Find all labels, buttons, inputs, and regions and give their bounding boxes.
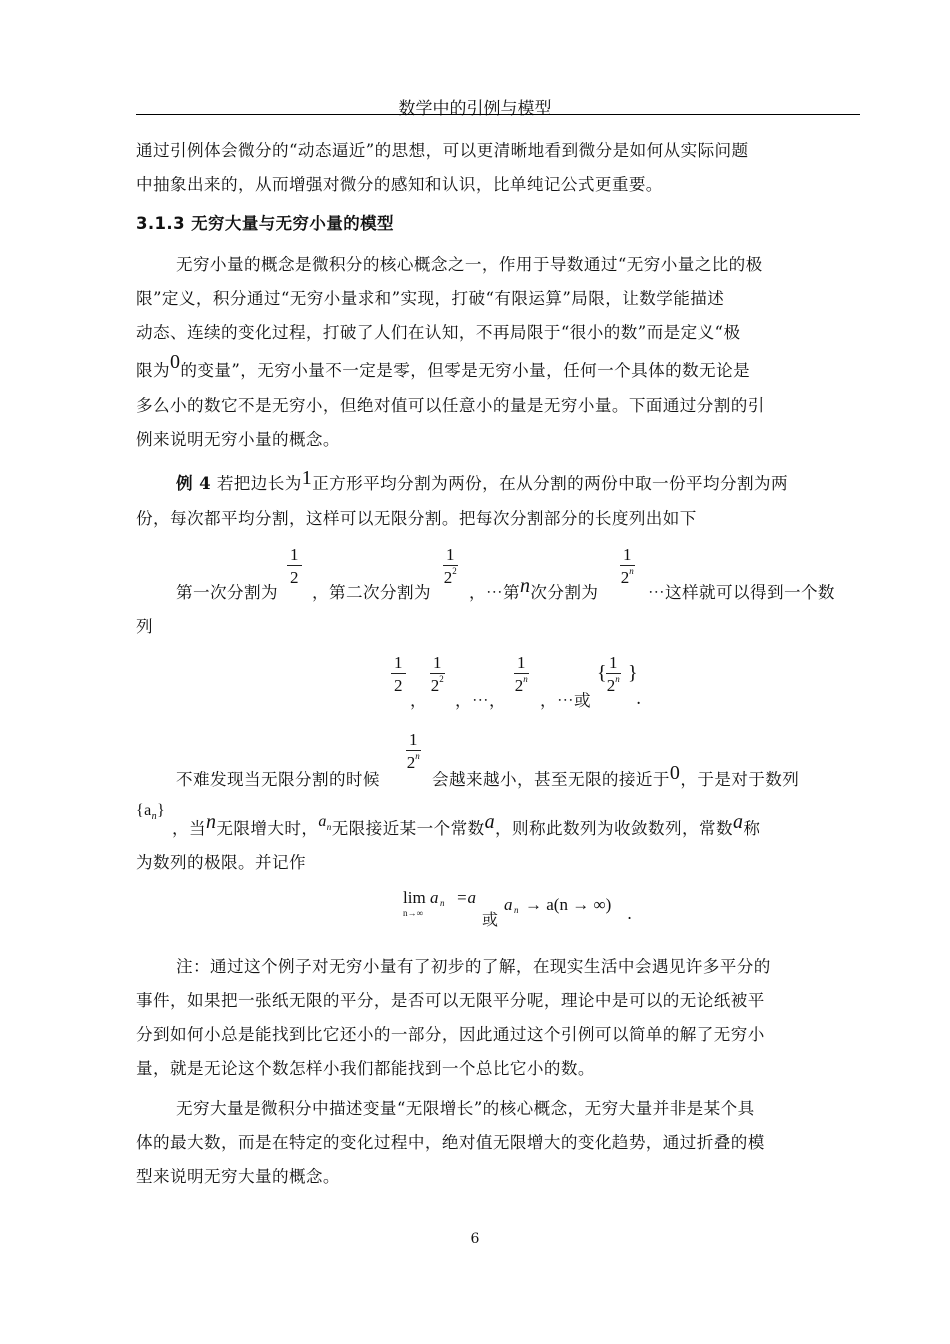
seq-term-2: 1 $2^2$ (430, 653, 444, 695)
n-symbol: n (519, 575, 531, 597)
formula-end: . (627, 904, 633, 923)
example-4-line-3c (469, 575, 599, 604)
limit-text-2e: 称 (743, 819, 761, 838)
one-symbol: 1 (301, 467, 313, 489)
infinitesimal-line-5: 多么小的数它不是无穷小，但绝对值可以任意小的量是无穷小量。下面通过分割的引 (136, 396, 765, 415)
seq-sep-2: ，⋯， (455, 691, 506, 710)
equals-a: =a (456, 888, 476, 907)
infinitesimal-line-2: 限”定义，积分通过“无穷小量求和”实现，打破“有限运算”局限，让数学能描述 (136, 289, 725, 308)
infinitesimal-line-4a: 限为 (136, 361, 170, 380)
example-4-line-2: 份，每次都平均分割，这样可以无限分割。把每次分割部分的长度列出如下 (136, 509, 697, 528)
an-base: a (318, 813, 327, 830)
sequence-a-n (136, 802, 165, 822)
limit-text-b: 会越来越小，甚至无限的接近于 (432, 770, 670, 789)
running-header: 数学中的引例与模型 (398, 99, 552, 119)
convergence-arrow: → a(n → ∞) (525, 895, 612, 914)
intro-line-1: 通过引例体会微分的“动态逼近”的思想，可以更清晰地看到微分是如何从实际问题 (136, 141, 749, 160)
example-4-line-1 (176, 467, 789, 495)
page-number: 6 (470, 1231, 480, 1247)
note-line-3: 分到如何小总是能找到比它还小的一部分，因此通过这个引例可以简单的解了无穷小 (136, 1025, 765, 1044)
infinite-line-1: 无穷大量是微积分中描述变量“无限增长”的核心概念，无穷大量并非是某个具 (176, 1099, 755, 1118)
zero-symbol-2: 0 (669, 762, 681, 784)
limit-text-2d: ，则称此数列为收敛数列，常数 (495, 819, 733, 838)
limit-formula (403, 884, 643, 934)
note-line-2: 事件，如果把一张纸无限的平分，是否可以无限平分呢，理论中是可以的无论纸被平 (136, 991, 765, 1010)
fraction-1-over-2: 1 2 (287, 546, 302, 586)
seq-sep-1: ， (410, 691, 427, 710)
limit-line-3: 为数列的极限。并记作 (136, 853, 306, 872)
limit-line-2 (172, 811, 761, 840)
a-n-lhs-sub: n (440, 898, 445, 908)
infinite-line-3: 型来说明无穷大量的概念。 (136, 1167, 340, 1186)
a-n-symbol (318, 813, 332, 833)
a-symbol: a (484, 811, 496, 833)
note-line-1: 注：通过这个例子对无穷小量有了初步的了解，在现实生活中会遇见许多平分的 (176, 957, 771, 976)
limit-text-c: ，于是对于数列 (680, 770, 800, 789)
or-word: 或 (482, 910, 499, 929)
a-n-lhs: a (430, 888, 439, 907)
example-4-text-b: 正方形平均分割为两份，在从分割的两份中取一份平均分割为两 (312, 474, 789, 493)
example-label: 例 4 (176, 473, 212, 493)
example-4-line-3a: 第一次分割为 (176, 583, 278, 602)
limit-text-2b: 无限增大时， (216, 819, 319, 838)
infinitesimal-line-1: 无穷小量的概念是微积分的核心概念之一，作用于导数通过“无穷小量之比的极 (176, 255, 763, 274)
example-4-text-c: ，⋯第 (469, 583, 520, 602)
example-4-text-a: 若把边长为 (216, 474, 302, 493)
fraction-1-over-2-to-n-inline: 1 2$^n$ (406, 730, 420, 772)
seq-set-term: 1 2$^n$ (606, 653, 620, 695)
seq-open: {a (136, 802, 152, 819)
example-4-line-3b: ，第二次分割为 (312, 583, 431, 602)
header-rule (136, 114, 860, 115)
zero-symbol: 0 (170, 351, 181, 373)
an-sub: n (326, 822, 332, 833)
limit-line-1a: 不难发现当无限分割的时候 (176, 770, 380, 789)
fraction-1-over-2-squared: 1 $2^2$ (443, 545, 457, 587)
seq-sep-3: ，⋯或 (540, 691, 591, 710)
fraction-1-over-2-to-n: 1 2$^n$ (620, 545, 634, 587)
seq-close: } (157, 802, 166, 819)
example-4-line-3e: ⋯这样就可以得到一个数 (648, 583, 835, 602)
lim-symbol: lim (403, 888, 426, 907)
infinitesimal-line-3: 动态、连续的变化过程，打破了人们在认知，不再局限于“很小的数”而是定义“极 (136, 323, 741, 342)
brace-open: { (597, 662, 607, 684)
infinitesimal-line-4 (136, 351, 751, 382)
seq-end: . (636, 689, 642, 708)
infinitesimal-line-4b: 的变量”，无穷小量不一定是零，但零是无穷小量，任何一个具体的数无论是 (180, 361, 751, 380)
lim-subscript: n→∞ (403, 908, 423, 918)
limit-text-2c: 无限接近某一个常数 (331, 819, 485, 838)
seq-sub: n (151, 811, 157, 823)
a-n-rhs: a (504, 895, 513, 914)
brace-close: } (628, 662, 638, 684)
example-4-line-4: 列 (136, 617, 153, 636)
n-symbol-2: n (206, 811, 217, 833)
infinite-line-2: 体的最大数，而是在特定的变化过程中，绝对值无限增大的变化趋势，通过折叠的模 (136, 1133, 765, 1152)
example-4-text-d: 次分割为 (530, 583, 599, 602)
seq-term-n: 1 2$^n$ (514, 653, 528, 695)
limit-line-1b (432, 762, 800, 791)
section-heading: 3.1.3 无穷大量与无穷小量的模型 (136, 214, 394, 233)
a-n-rhs-sub: n (514, 905, 519, 915)
intro-line-2: 中抽象出来的，从而增强对微分的感知和认识，比单纯记公式更重要。 (136, 175, 663, 194)
note-line-4: 量，就是无论这个数怎样小我们都能找到一个总比它小的数。 (136, 1059, 595, 1078)
seq-term-1: 1 2 (391, 654, 406, 694)
a-symbol-2: a (732, 811, 744, 833)
limit-text-2a: ，当 (172, 819, 206, 838)
infinitesimal-line-6: 例来说明无穷小量的概念。 (136, 430, 340, 449)
